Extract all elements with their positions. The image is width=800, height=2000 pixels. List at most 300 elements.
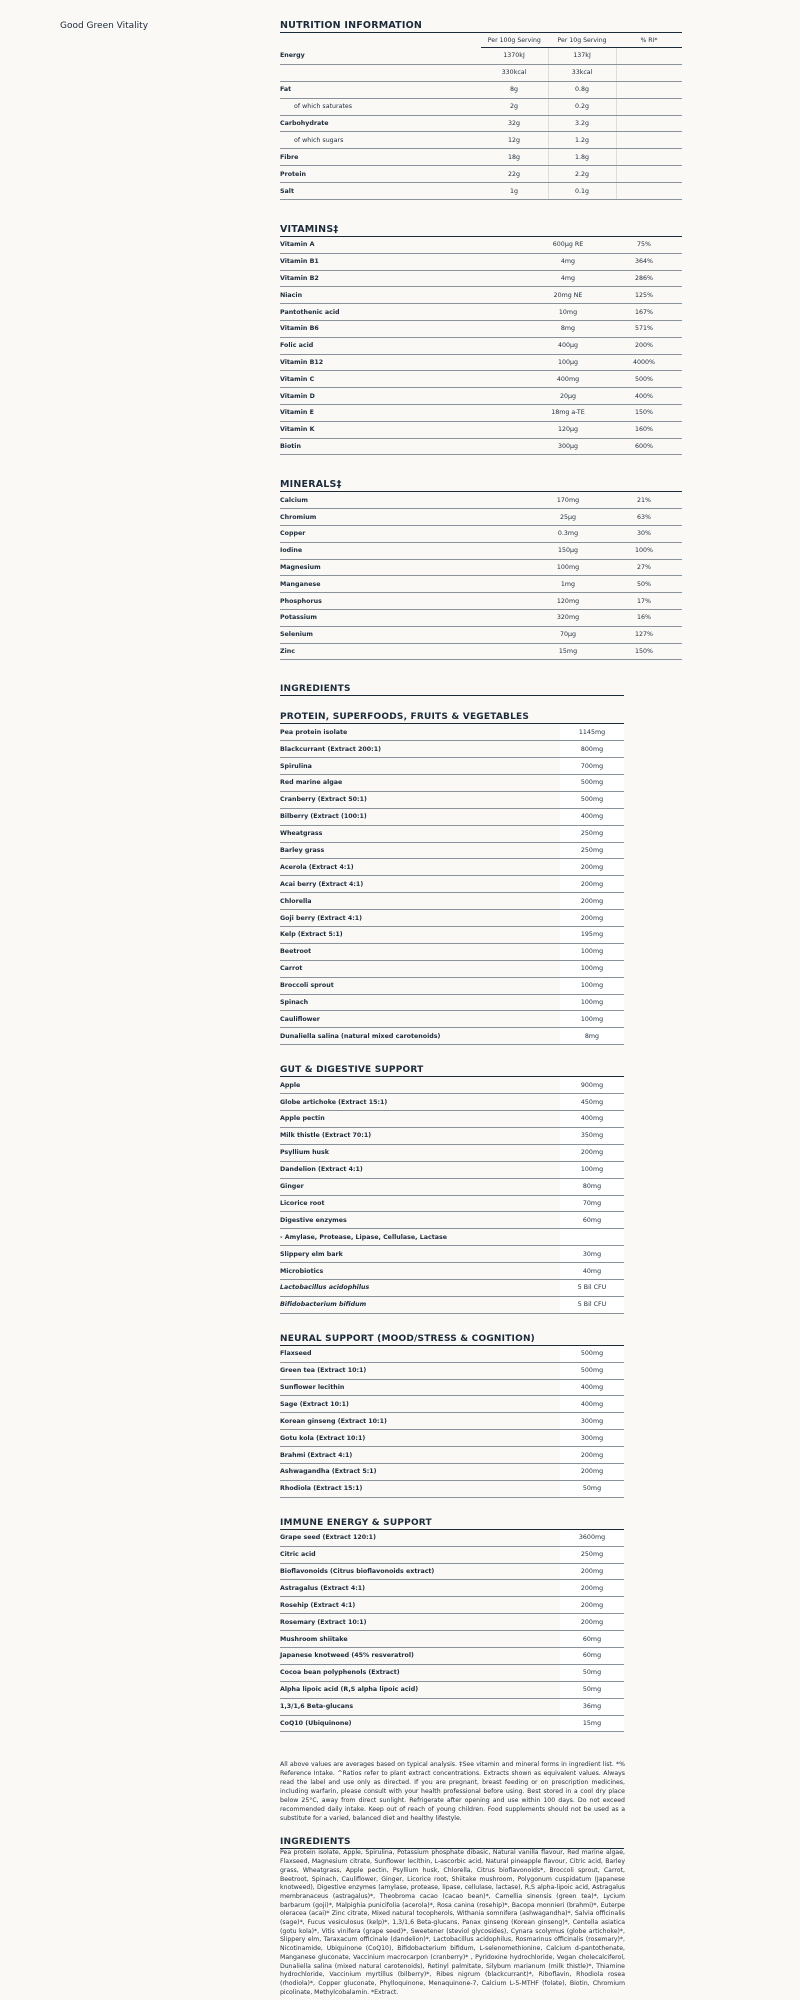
ingredient-group-title: GUT & DIGESTIVE SUPPORT xyxy=(280,1065,624,1077)
mineral-row-amount: 15mg xyxy=(530,643,606,660)
vitamin-row-amount: 8mg xyxy=(530,321,606,338)
ingredient-row xyxy=(280,1530,624,1546)
ingredient-row xyxy=(280,943,624,960)
vitamin-row xyxy=(280,421,682,438)
per-10g-value: 3.2g xyxy=(548,115,616,132)
ingredient-name: Psyllium husk xyxy=(280,1144,560,1161)
per-10g-value: 1.8g xyxy=(548,149,616,166)
ingredient-name: Red marine algae xyxy=(280,775,560,792)
ingredient-amount: 30mg xyxy=(560,1246,624,1263)
ingredient-name: Spinach xyxy=(280,994,560,1011)
nutrient-name: Salt xyxy=(280,183,481,200)
ingredient-row xyxy=(280,1011,624,1028)
ingredient-row xyxy=(280,842,624,859)
mineral-row xyxy=(280,643,682,660)
ingredient-amount: 200mg xyxy=(560,910,624,927)
ingredient-name: Microbiotics xyxy=(280,1263,560,1280)
ingredient-amount: 195mg xyxy=(560,927,624,944)
mineral-row-amount: 25µg xyxy=(530,509,606,526)
mineral-row-ri: 63% xyxy=(606,509,682,526)
ingredient-name: Carrot xyxy=(280,960,560,977)
ingredient-amount: 36mg xyxy=(560,1698,624,1715)
mineral-row-amount: 1mg xyxy=(530,576,606,593)
ingredient-row xyxy=(280,1631,624,1648)
ingredient-amount: 40mg xyxy=(560,1263,624,1280)
mineral-row xyxy=(280,559,682,576)
col-header-per-100g: Per 100g Serving xyxy=(481,33,549,48)
ingredient-amount: 50mg xyxy=(560,1480,624,1497)
ingredient-amount: 200mg xyxy=(560,859,624,876)
nutrient-name: Carbohydrate xyxy=(280,115,481,132)
ingredient-row xyxy=(280,1563,624,1580)
ingredient-amount: 5 Bil CFU xyxy=(560,1279,624,1296)
vitamin-row-amount: 100µg xyxy=(530,354,606,371)
ingredient-group xyxy=(280,1334,682,1518)
ingredient-name: Lactobacillus acidophilus xyxy=(280,1279,560,1296)
ingredient-group-title: NEURAL SUPPORT (MOOD/STRESS & COGNITION) xyxy=(280,1334,624,1346)
ingredient-group xyxy=(280,1518,682,1753)
ingredient-row xyxy=(280,910,624,927)
vitamin-row xyxy=(280,253,682,270)
ingredient-row xyxy=(280,741,624,758)
per-10g-value: 0.8g xyxy=(548,81,616,98)
vitamin-row-name: Niacin xyxy=(280,287,530,304)
ingredient-name: Barley grass xyxy=(280,842,560,859)
nutrition-table xyxy=(280,33,682,200)
ingredient-amount: 8mg xyxy=(560,1028,624,1045)
nutrient-name: Protein xyxy=(280,166,481,183)
per-100g-value: 32g xyxy=(481,115,549,132)
ingredient-amount: 200mg xyxy=(560,1614,624,1631)
vitamin-row-ri: 167% xyxy=(606,304,682,321)
ingredient-amount: 200mg xyxy=(560,1144,624,1161)
ingredient-name: Dunaliella salina (natural mixed carotenoids) xyxy=(280,1028,560,1045)
ingredient-row xyxy=(280,977,624,994)
vitamin-row xyxy=(280,388,682,405)
ingredient-row xyxy=(280,1127,624,1144)
vitamin-row xyxy=(280,404,682,421)
vitamin-row-amount: 300µg xyxy=(530,438,606,455)
vitamin-row-name: Pantothenic acid xyxy=(280,304,530,321)
mineral-row-name: Iodine xyxy=(280,542,530,559)
ingredient-row xyxy=(280,1229,624,1246)
ingredient-amount: 400mg xyxy=(560,1379,624,1396)
ingredient-amount: 350mg xyxy=(560,1127,624,1144)
ingredient-name: CoQ10 (Ubiquinone) xyxy=(280,1715,560,1732)
vitamin-row-name: Folic acid xyxy=(280,337,530,354)
ingredient-name: Globe artichoke (Extract 15:1) xyxy=(280,1094,560,1111)
vitamin-row-name: Vitamin K xyxy=(280,421,530,438)
ingredient-name: Apple pectin xyxy=(280,1111,560,1128)
ingredient-name: Citric acid xyxy=(280,1546,560,1563)
nutrition-row xyxy=(280,81,682,98)
vitamins-table xyxy=(280,237,682,455)
ingredient-name: Cocoa bean polyphenols (Extract) xyxy=(280,1664,560,1681)
per-100g-value: 1g xyxy=(481,183,549,200)
vitamins-title: VITAMINS‡ xyxy=(280,224,682,237)
per-100g-value: 8g xyxy=(481,81,549,98)
vitamin-row xyxy=(280,237,682,253)
per-100g-value: 330kcal xyxy=(481,64,549,81)
nutrition-row xyxy=(280,64,682,81)
nutrition-row xyxy=(280,132,682,149)
per-10g-value: 33kcal xyxy=(548,64,616,81)
vitamin-row-amount: 18mg a-TE xyxy=(530,404,606,421)
ingredient-row xyxy=(280,876,624,893)
ingredient-amount: 450mg xyxy=(560,1094,624,1111)
vitamin-row-ri: 571% xyxy=(606,321,682,338)
ingredient-row xyxy=(280,1195,624,1212)
vitamin-row xyxy=(280,321,682,338)
ingredient-row xyxy=(280,893,624,910)
ingredient-name: Mushroom shiitake xyxy=(280,1631,560,1648)
ri-value xyxy=(616,98,682,115)
ingredient-name: Acai berry (Extract 4:1) xyxy=(280,876,560,893)
vitamin-row-amount: 20mg NE xyxy=(530,287,606,304)
per-10g-value: 0.1g xyxy=(548,183,616,200)
ingredient-amount: 50mg xyxy=(560,1681,624,1698)
per-10g-value: 1.2g xyxy=(548,132,616,149)
nutrient-name: Energy xyxy=(280,48,481,65)
ingredient-name: Slippery elm bark xyxy=(280,1246,560,1263)
ingredient-name: Milk thistle (Extract 70:1) xyxy=(280,1127,560,1144)
vitamin-row xyxy=(280,371,682,388)
ingredient-group xyxy=(280,1065,682,1333)
per-100g-value: 22g xyxy=(481,166,549,183)
ingredient-row xyxy=(280,927,624,944)
mineral-row-ri: 27% xyxy=(606,559,682,576)
mineral-row-amount: 170mg xyxy=(530,492,606,508)
ingredient-amount: 100mg xyxy=(560,977,624,994)
main-content xyxy=(280,20,682,1997)
ingredient-amount: 400mg xyxy=(560,808,624,825)
ri-value xyxy=(616,149,682,166)
ingredient-row xyxy=(280,1715,624,1732)
vitamin-row-name: Biotin xyxy=(280,438,530,455)
nutrient-name: of which sugars xyxy=(280,132,481,149)
ingredient-row xyxy=(280,1463,624,1480)
vitamin-row-amount: 4mg xyxy=(530,253,606,270)
vitamin-row xyxy=(280,287,682,304)
mineral-row xyxy=(280,593,682,610)
ingredient-amount: 100mg xyxy=(560,943,624,960)
ingredient-amount: 500mg xyxy=(560,1362,624,1379)
mineral-row-name: Phosphorus xyxy=(280,593,530,610)
ingredient-row xyxy=(280,1094,624,1111)
ingredient-row xyxy=(280,1413,624,1430)
ingredient-row xyxy=(280,994,624,1011)
ingredient-amount: 70mg xyxy=(560,1195,624,1212)
mineral-row xyxy=(280,492,682,508)
vitamin-row-name: Vitamin A xyxy=(280,237,530,253)
ingredient-row xyxy=(280,1279,624,1296)
mineral-row-amount: 120mg xyxy=(530,593,606,610)
ingredient-amount: 3600mg xyxy=(560,1530,624,1546)
ingredient-amount: 15mg xyxy=(560,1715,624,1732)
mineral-row-name: Manganese xyxy=(280,576,530,593)
ingredient-name: Bilberry (Extract (100:1) xyxy=(280,808,560,825)
ingredient-amount: 250mg xyxy=(560,825,624,842)
ingredient-name: Broccoli sprout xyxy=(280,977,560,994)
ingredient-group-title: PROTEIN, SUPERFOODS, FRUITS & VEGETABLES xyxy=(280,712,624,724)
ri-value xyxy=(616,115,682,132)
ingredient-name: 1,3/1,6 Beta-glucans xyxy=(280,1698,560,1715)
ingredient-row xyxy=(280,1263,624,1280)
ingredient-name: Acerola (Extract 4:1) xyxy=(280,859,560,876)
ingredient-amount: 200mg xyxy=(560,1580,624,1597)
mineral-row-ri: 21% xyxy=(606,492,682,508)
ingredient-amount: 400mg xyxy=(560,1111,624,1128)
vitamin-row-name: Vitamin D xyxy=(280,388,530,405)
mineral-row-amount: 150µg xyxy=(530,542,606,559)
ingredient-row xyxy=(280,1480,624,1497)
vitamin-row-ri: 600% xyxy=(606,438,682,455)
ri-value xyxy=(616,183,682,200)
ingredient-name: Cauliflower xyxy=(280,1011,560,1028)
mineral-row-ri: 127% xyxy=(606,626,682,643)
ingredient-amount: 60mg xyxy=(560,1212,624,1229)
ingredient-amount: 50mg xyxy=(560,1664,624,1681)
ingredient-amount: 200mg xyxy=(560,1447,624,1464)
vitamin-row-ri: 400% xyxy=(606,388,682,405)
ingredient-row xyxy=(280,1028,624,1045)
ingredient-amount: 300mg xyxy=(560,1413,624,1430)
ingredient-amount: 100mg xyxy=(560,1011,624,1028)
ingredient-name: Korean ginseng (Extract 10:1) xyxy=(280,1413,560,1430)
ingredient-name: Kelp (Extract 5:1) xyxy=(280,927,560,944)
ingredient-amount: 100mg xyxy=(560,1161,624,1178)
ingredient-name: Green tea (Extract 10:1) xyxy=(280,1362,560,1379)
nutrient-name: of which saturates xyxy=(280,98,481,115)
vitamin-row-ri: 125% xyxy=(606,287,682,304)
vitamin-row xyxy=(280,304,682,321)
ingredient-name: Rhodiola (Extract 15:1) xyxy=(280,1480,560,1497)
ingredient-row xyxy=(280,724,624,740)
nutrition-row xyxy=(280,166,682,183)
per-100g-value: 12g xyxy=(481,132,549,149)
col-header-per-10g: Per 10g Serving xyxy=(548,33,616,48)
ingredient-amount: 200mg xyxy=(560,876,624,893)
vitamin-row xyxy=(280,270,682,287)
vitamin-row xyxy=(280,354,682,371)
ingredient-name: Rosemary (Extract 10:1) xyxy=(280,1614,560,1631)
ingredient-amount xyxy=(560,1229,624,1246)
ingredient-amount: 60mg xyxy=(560,1647,624,1664)
col-header-ri: % RI* xyxy=(616,33,682,48)
ingredients-list: Pea protein isolate, Apple, Spirulina, Potassium phosphate dibasic, Natural vanilla flavour, Red marine algae, Flaxseed, Magnesium citrate, Sunflower lecithin, L-ascorbic acid, Natural pineapple flavour, Citric acid, Barley grass, Wheatgrass, Apple pectin, Psyllium husk, Chlorella, Citrus bioflavonoids*, Broccoli sprout, Carrot, Beetroot, Spinach, Cauliflower, Ginger, Licorice root, Shiitake mushroom, Polygonum cuspidatum (Japanese knotweed), Digestive enzymes (amylase, protease, lipase, cellulase, lactase), R,S alpha-lipoic acid, Astragalus membranaceus (astragalus)*, Theobroma cacao (cacao bean)*, Camellia sinensis (green tea)*, Lycium barbarum (goji)*, Malpighia punicifolia (acerola)*, Rosa canina (rosehip)*, Bacopa monnieri (brahmi)*, Euterpe oleracea (acai)* Zinc citrate, Mixed natural tocopherols, Withania somnifera (ashwagandha)*, Salvia officinalis (sage)*, Fucus vesiculosus (kelp)*, 1,3/1,6 Beta-glucans, Panax ginseng (Korean ginseng)*, Centella asiatica (gotu kola)*, Vitis vinifera (grape seed)*, Sweetener (steviol glycosides), Cynara scolymus (globe artichoke)*, Slippery elm, Taraxacum officinale (dandelion)*, Lactobacillus acidophilus, Rosmarinus officinalis (rosemary)*, Nicotinamide, Ubiquinone (CoQ10), Bifidobacterium bifidum, L-selenomethionine, Calcium d-pantothenate, Manganese gluconate, Vaccinium macrocarpon (cranberry)* , Pyridoxine hydrochloride, Vegan cholecalciferol, Dunaliella salina (mixed natural carotenoids), Retinyl palmitate, Silybum marianum (milk thistle)*, Thiamine hydrochloride, Vaccinium myrtillus (bilberry)*, Ribes nigrum (blackcurrant)*, Riboflavin, Rhodiola rosea (rhodiola)*, Copper gluconate, Phylloquinone, Menaquinone-7, Calcium L-5-MTHF (folate), Biotin, Chromium picolinate, Methylcobalamin. *Extract. xyxy=(280,1849,625,1996)
vitamin-row-amount: 120µg xyxy=(530,421,606,438)
ingredient-row xyxy=(280,1379,624,1396)
vitamin-row-amount: 20µg xyxy=(530,388,606,405)
ingredient-row xyxy=(280,758,624,775)
mineral-row-ri: 30% xyxy=(606,525,682,542)
vitamin-row-amount: 400mg xyxy=(530,371,606,388)
ri-value xyxy=(616,166,682,183)
nutrient-name: Fibre xyxy=(280,149,481,166)
ingredient-table xyxy=(280,724,624,1045)
mineral-row-ri: 150% xyxy=(606,643,682,660)
ingredient-name: Chlorella xyxy=(280,893,560,910)
ingredient-row xyxy=(280,1430,624,1447)
mineral-row-amount: 100mg xyxy=(530,559,606,576)
ingredient-row xyxy=(280,1647,624,1664)
ingredient-name: Flaxseed xyxy=(280,1346,560,1362)
ingredient-table xyxy=(280,1077,624,1313)
ingredient-row xyxy=(280,1212,624,1229)
nutrient-name: Fat xyxy=(280,81,481,98)
nutrient-name xyxy=(280,64,481,81)
ingredient-row xyxy=(280,1296,624,1313)
ingredient-name: Dandelion (Extract 4:1) xyxy=(280,1161,560,1178)
brand-name: Good Green Vitality xyxy=(60,21,149,31)
ingredient-name: Japanese knotweed (45% resveratrol) xyxy=(280,1647,560,1664)
mineral-row-amount: 0.3mg xyxy=(530,525,606,542)
per-10g-value: 137kJ xyxy=(548,48,616,65)
ingredient-row xyxy=(280,1178,624,1195)
ingredient-row xyxy=(280,1546,624,1563)
ingredient-name: Gotu kola (Extract 10:1) xyxy=(280,1430,560,1447)
mineral-row xyxy=(280,609,682,626)
vitamin-row-name: Vitamin E xyxy=(280,404,530,421)
per-100g-value: 18g xyxy=(481,149,549,166)
ingredient-row xyxy=(280,825,624,842)
ingredient-row xyxy=(280,1362,624,1379)
ingredient-amount: 100mg xyxy=(560,994,624,1011)
vitamin-row-name: Vitamin B1 xyxy=(280,253,530,270)
ingredient-amount: 800mg xyxy=(560,741,624,758)
ingredient-group-title: IMMUNE ENERGY & SUPPORT xyxy=(280,1518,624,1530)
ingredient-row xyxy=(280,859,624,876)
ingredient-row xyxy=(280,1664,624,1681)
mineral-row xyxy=(280,509,682,526)
ingredient-name: - Amylase, Protease, Lipase, Cellulase, Lactase xyxy=(280,1229,560,1246)
minerals-table xyxy=(280,492,682,660)
ingredient-name: Bioflavonoids (Citrus bioflavonoids extract) xyxy=(280,1563,560,1580)
ingredient-group xyxy=(280,712,682,1065)
ingredient-row xyxy=(280,1447,624,1464)
ingredient-amount: 300mg xyxy=(560,1430,624,1447)
ingredient-name: Spirulina xyxy=(280,758,560,775)
mineral-row-name: Magnesium xyxy=(280,559,530,576)
ingredient-name: Astragalus (Extract 4:1) xyxy=(280,1580,560,1597)
ingredient-amount: 500mg xyxy=(560,791,624,808)
vitamin-row xyxy=(280,337,682,354)
mineral-row-name: Selenium xyxy=(280,626,530,643)
per-10g-value: 0.2g xyxy=(548,98,616,115)
mineral-row-name: Potassium xyxy=(280,609,530,626)
ingredient-name: Goji berry (Extract 4:1) xyxy=(280,910,560,927)
ri-value xyxy=(616,81,682,98)
ingredient-row xyxy=(280,791,624,808)
vitamin-row-ri: 286% xyxy=(606,270,682,287)
ingredient-amount: 80mg xyxy=(560,1178,624,1195)
mineral-row-name: Calcium xyxy=(280,492,530,508)
mineral-row xyxy=(280,525,682,542)
per-100g-value: 2g xyxy=(481,98,549,115)
ingredient-name: Bifidobacterium bifidum xyxy=(280,1296,560,1313)
ingredient-row xyxy=(280,1597,624,1614)
vitamin-row-name: Vitamin B12 xyxy=(280,354,530,371)
ingredient-name: Brahmi (Extract 4:1) xyxy=(280,1447,560,1464)
ingredient-row xyxy=(280,1144,624,1161)
vitamin-row-name: Vitamin C xyxy=(280,371,530,388)
ingredient-row xyxy=(280,1580,624,1597)
vitamin-row-amount: 4mg xyxy=(530,270,606,287)
ingredient-table xyxy=(280,1346,624,1498)
nutrition-row xyxy=(280,183,682,200)
vitamin-row-amount: 400µg xyxy=(530,337,606,354)
mineral-row-name: Zinc xyxy=(280,643,530,660)
vitamin-row-ri: 150% xyxy=(606,404,682,421)
mineral-row-ri: 50% xyxy=(606,576,682,593)
ingredients-heading: INGREDIENTS xyxy=(280,684,624,696)
ingredient-amount: 250mg xyxy=(560,842,624,859)
ri-value xyxy=(616,48,682,65)
ingredient-row xyxy=(280,1698,624,1715)
mineral-row-ri: 17% xyxy=(606,593,682,610)
ri-value xyxy=(616,132,682,149)
ingredient-name: Cranberry (Extract 50:1) xyxy=(280,791,560,808)
vitamin-row-ri: 75% xyxy=(606,237,682,253)
ingredient-row xyxy=(280,1614,624,1631)
mineral-row xyxy=(280,626,682,643)
ingredient-name: Sunflower lecithin xyxy=(280,1379,560,1396)
per-100g-value: 1370kJ xyxy=(481,48,549,65)
ingredient-amount: 900mg xyxy=(560,1077,624,1093)
mineral-row-name: Chromium xyxy=(280,509,530,526)
minerals-title: MINERALS‡ xyxy=(280,479,682,492)
ingredient-name: Blackcurrant (Extract 200:1) xyxy=(280,741,560,758)
nutrition-row xyxy=(280,98,682,115)
ingredient-row xyxy=(280,1161,624,1178)
ingredient-name: Grape seed (Extract 120:1) xyxy=(280,1530,560,1546)
ingredient-name: Wheatgrass xyxy=(280,825,560,842)
vitamin-row-ri: 200% xyxy=(606,337,682,354)
vitamin-row-ri: 4000% xyxy=(606,354,682,371)
ingredient-name: Digestive enzymes xyxy=(280,1212,560,1229)
vitamin-row-amount: 600µg RE xyxy=(530,237,606,253)
ingredient-name: Ginger xyxy=(280,1178,560,1195)
ingredient-amount: 400mg xyxy=(560,1396,624,1413)
ingredient-row xyxy=(280,808,624,825)
ingredient-amount: 200mg xyxy=(560,1597,624,1614)
ingredient-amount: 500mg xyxy=(560,1346,624,1362)
per-10g-value: 2.2g xyxy=(548,166,616,183)
ingredient-row xyxy=(280,1346,624,1362)
ingredient-row xyxy=(280,1077,624,1093)
ingredient-name: Sage (Extract 10:1) xyxy=(280,1396,560,1413)
nutrition-row xyxy=(280,48,682,65)
footnotes: All above values are averages based on typical analysis. ‡See vitamin and mineral forms in ingredient list. *% Reference Intake. ^Ratios refer to plant extract concentrations. Extracts shown as equivalent values. Always read the label and use only as directed. If you are pregnant, breast feeding or on prescription medicines, including warfarin, please consult with your health professional before using. Best stored in a cool dry place below 25°C, away from direct sunlight. Refrigerate after opening and use within 100 days. Do not exceed recommended daily intake. Keep out of reach of young children. Food supplements should not be used as a substitute for a varied, balanced diet and healthy lifestyle. xyxy=(280,1761,625,1823)
mineral-row-ri: 16% xyxy=(606,609,682,626)
ingredient-row xyxy=(280,1111,624,1128)
mineral-row xyxy=(280,576,682,593)
ingredient-name: Pea protein isolate xyxy=(280,724,560,740)
ingredient-amount: 5 Bil CFU xyxy=(560,1296,624,1313)
ingredient-name: Apple xyxy=(280,1077,560,1093)
vitamin-row-ri: 500% xyxy=(606,371,682,388)
ingredient-name: Beetroot xyxy=(280,943,560,960)
ingredient-name: Alpha lipoic acid (R,S alpha lipoic acid) xyxy=(280,1681,560,1698)
ingredient-row xyxy=(280,775,624,792)
ingredient-name: Rosehip (Extract 4:1) xyxy=(280,1597,560,1614)
ingredient-row xyxy=(280,1681,624,1698)
ingredient-row xyxy=(280,1396,624,1413)
ingredient-amount: 200mg xyxy=(560,1563,624,1580)
mineral-row-ri: 100% xyxy=(606,542,682,559)
ingredient-table xyxy=(280,1530,624,1733)
ingredient-amount: 60mg xyxy=(560,1631,624,1648)
